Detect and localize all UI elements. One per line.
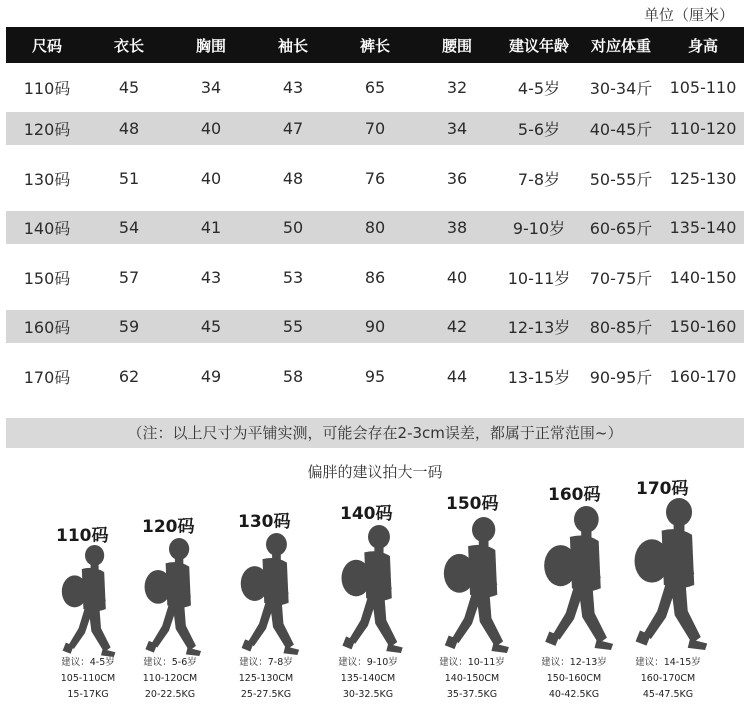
figure-size-label: 130码	[238, 512, 291, 532]
figure-size-label: 140码	[340, 504, 393, 524]
figure-age: 建议：12-13岁	[541, 657, 607, 668]
table-cell: 10-11岁	[507, 268, 571, 288]
table-cell: 12-13岁	[498, 310, 580, 343]
header-waist: 腰围	[416, 27, 498, 63]
size-table-header	[6, 27, 744, 63]
figure-info	[422, 655, 522, 703]
table-cell: 90	[334, 310, 416, 343]
table-row	[6, 112, 744, 145]
figure-height: 150-160CM	[546, 673, 602, 684]
table-cell: 5-6岁	[498, 112, 580, 145]
table-cell: 150-160	[662, 310, 744, 343]
figure-weight: 20-22.5KG	[144, 689, 196, 700]
figure-height: 140-150CM	[444, 673, 500, 684]
figure-size-label: 110码	[56, 526, 109, 546]
table-cell: 40	[446, 267, 468, 287]
figure-height: 160-170CM	[640, 673, 696, 684]
table-row	[6, 244, 744, 310]
table-cell: 90-95斤	[589, 367, 653, 387]
measurement-note: （注：以上尺寸为平铺实测，可能会存在2-3cm误差，都属于正常范围~）	[6, 418, 744, 448]
table-cell: 110码	[23, 79, 71, 98]
table-row	[6, 145, 744, 211]
figure-height: 110-120CM	[142, 673, 198, 684]
figure-age: 建议：10-11岁	[439, 657, 505, 668]
header-chest: 胸围	[170, 27, 252, 63]
figure-160	[524, 478, 624, 715]
table-cell: 70-75斤	[589, 268, 653, 288]
table-cell: 95	[364, 366, 386, 386]
child-silhouette-icon	[50, 545, 120, 657]
table-cell: 40	[170, 112, 252, 145]
figure-age: 建议：7-8岁	[239, 657, 293, 668]
table-cell: 140码	[6, 211, 88, 244]
table-cell: 62	[118, 366, 140, 386]
size-advice: 偏胖的建议拍大一码	[307, 463, 443, 481]
table-cell: 4-5岁	[517, 79, 561, 98]
table-cell: 47	[252, 112, 334, 145]
table-cell: 49	[200, 366, 222, 386]
figure-info	[120, 655, 220, 703]
figure-height: 105-110CM	[60, 673, 116, 684]
table-cell: 55	[252, 310, 334, 343]
child-silhouette-icon	[132, 538, 206, 656]
table-cell: 59	[88, 310, 170, 343]
table-cell: 34	[416, 112, 498, 145]
figure-info	[318, 655, 418, 703]
figure-height: 125-130CM	[238, 673, 294, 684]
table-cell: 170码	[23, 367, 71, 387]
table-cell: 125-130	[669, 168, 737, 188]
table-cell: 44	[446, 366, 468, 386]
figure-weight: 15-17KG	[67, 689, 109, 700]
figure-age: 建议：4-5岁	[61, 657, 115, 668]
table-cell: 70	[334, 112, 416, 145]
table-cell: 150码	[23, 268, 71, 288]
table-cell: 58	[282, 366, 304, 386]
figure-140	[318, 497, 418, 715]
table-cell: 43	[282, 78, 304, 97]
figure-weight: 40-42.5KG	[548, 689, 600, 700]
table-cell: 86	[364, 267, 386, 287]
table-cell: 41	[170, 211, 252, 244]
child-silhouette-icon	[530, 506, 618, 650]
table-cell: 53	[282, 267, 304, 287]
header-weight: 对应体重	[580, 27, 662, 63]
figure-150	[422, 487, 522, 715]
figure-info	[524, 655, 624, 703]
figure-170	[618, 472, 718, 715]
figure-info	[618, 655, 718, 703]
table-cell: 43	[200, 267, 222, 287]
figure-130	[216, 505, 316, 715]
table-cell: 50	[252, 211, 334, 244]
table-cell: 57	[118, 267, 140, 287]
figure-weight: 45-47.5KG	[642, 689, 694, 700]
table-cell: 51	[118, 168, 140, 188]
table-row	[6, 63, 744, 112]
unit-label: 单位（厘米）	[643, 6, 734, 24]
header-age: 建议年龄	[498, 27, 580, 63]
child-silhouette-icon	[328, 525, 408, 653]
table-cell: 42	[416, 310, 498, 343]
table-row	[6, 211, 744, 244]
table-cell: 65	[364, 78, 386, 97]
figure-age: 建议：14-15岁	[635, 657, 701, 668]
table-cell: 110-120	[662, 112, 744, 145]
figure-weight: 25-27.5KG	[240, 689, 292, 700]
table-cell: 80	[334, 211, 416, 244]
table-cell: 40	[200, 168, 222, 188]
child-silhouette-icon	[228, 533, 304, 655]
table-cell: 48	[88, 112, 170, 145]
size-table	[6, 27, 744, 409]
figure-weight: 30-32.5KG	[342, 689, 394, 700]
table-cell: 140-150	[669, 267, 737, 287]
header-pants-length: 裤长	[334, 27, 416, 63]
child-silhouette-icon	[620, 498, 712, 650]
table-cell: 30-34斤	[589, 79, 653, 98]
table-cell: 45	[118, 78, 140, 97]
header-height: 身高	[662, 27, 744, 63]
header-length: 衣长	[88, 27, 170, 63]
table-row	[6, 343, 744, 409]
table-cell: 130码	[23, 169, 71, 189]
table-cell: 60-65斤	[580, 211, 662, 244]
figure-height: 135-140CM	[340, 673, 396, 684]
figure-age: 建议：9-10岁	[338, 657, 398, 668]
table-cell: 105-110	[669, 78, 737, 97]
table-cell: 7-8岁	[517, 169, 561, 189]
table-cell: 13-15岁	[507, 367, 571, 387]
table-cell: 135-140	[662, 211, 744, 244]
table-cell: 34	[200, 78, 222, 97]
table-cell: 50-55斤	[589, 169, 653, 189]
table-cell: 9-10岁	[498, 211, 580, 244]
table-cell: 45	[170, 310, 252, 343]
table-cell: 76	[364, 168, 386, 188]
figure-size-label: 120码	[142, 517, 195, 537]
table-cell: 36	[446, 168, 468, 188]
table-cell: 80-85斤	[580, 310, 662, 343]
child-silhouette-icon	[430, 517, 514, 653]
figure-120	[120, 510, 220, 715]
header-sleeve: 袖长	[252, 27, 334, 63]
header-size: 尺码	[6, 27, 88, 63]
table-cell: 160-170	[669, 366, 737, 386]
table-cell: 40-45斤	[580, 112, 662, 145]
figure-info	[216, 655, 316, 703]
figure-size-label: 170码	[636, 479, 689, 499]
figure-weight: 35-37.5KG	[446, 689, 498, 700]
table-cell: 160码	[6, 310, 88, 343]
table-cell: 48	[282, 168, 304, 188]
table-cell: 32	[446, 78, 468, 97]
table-cell: 120码	[6, 112, 88, 145]
table-row	[6, 310, 744, 343]
figure-age: 建议：5-6岁	[143, 657, 197, 668]
table-cell: 38	[416, 211, 498, 244]
figure-size-label: 160码	[548, 485, 601, 505]
figure-size-label: 150码	[446, 494, 499, 514]
table-cell: 54	[88, 211, 170, 244]
